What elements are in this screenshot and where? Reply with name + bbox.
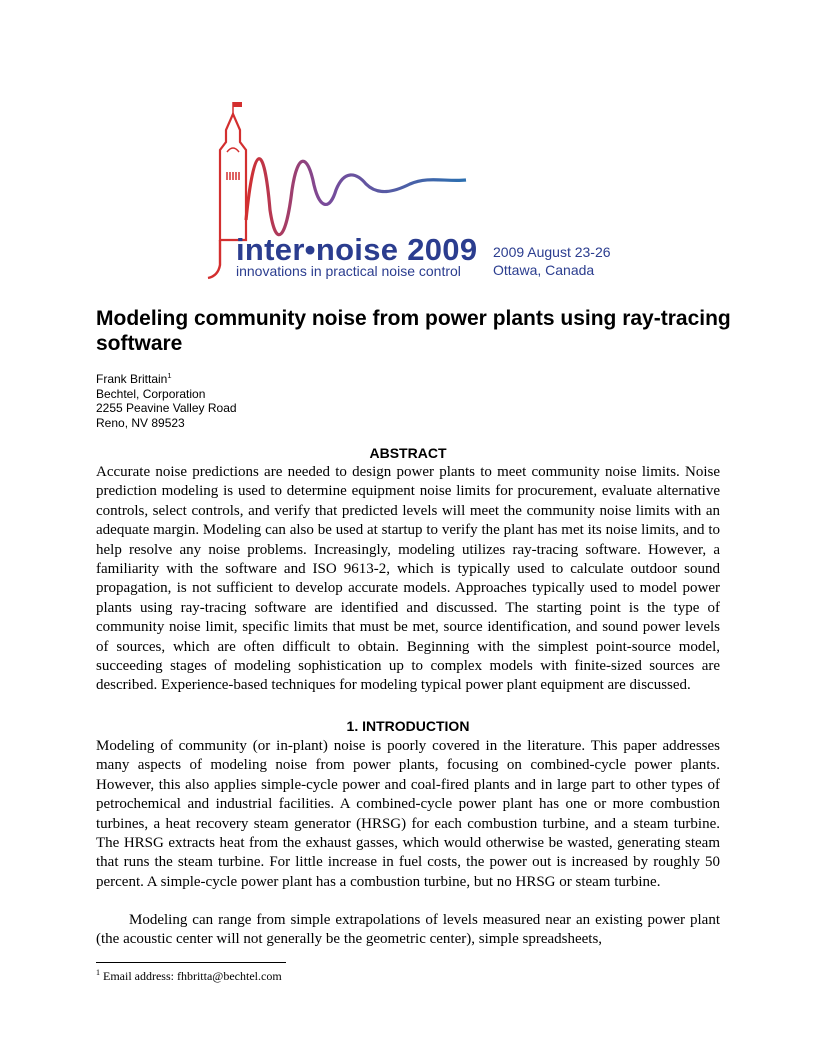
footnote-mark: 1 (96, 968, 100, 977)
logo-wordmark: inter•noise 2009 (236, 232, 478, 267)
footnote-divider (96, 962, 286, 963)
introduction-heading: 1. INTRODUCTION (346, 718, 470, 734)
footnote-text: Email address: fhbritta@bechtel.com (103, 969, 282, 983)
author-block (96, 369, 237, 430)
author-address-line1: 2255 Peavine Valley Road (96, 401, 237, 415)
tower-flag (233, 102, 242, 107)
introduction-paragraph-1: Modeling of community (or in-plant) noise is poorly covered in the literature. This paper addresses many aspects of modeling noise from power plants, focusing on combined-cycle power plants. However, this also applies simple-cycle power and coal-fired plants and in large part to other types of petrochemical and industrial facilities. A combined-cycle power plant has one or more combustion turbines, a heat recovery steam generator (HRSG) for each combustion turbine, and a steam turbine. The HRSG extracts heat from the exhaust gasses, which would otherwise be wasted, generating steam that runs the steam turbine. For little increase in fuel costs, the power out is increased by roughly 50 percent. A simple-cycle power plant has a combustion turbine, but no HRSG or steam turbine. (96, 738, 720, 890)
author-address-line2: Reno, NV 89523 (96, 415, 185, 430)
abstract-text: Accurate noise predictions are needed to design power plants to meet community noise limits. Noise prediction modeling is used to determine equipment noise limits for procurement, evaluate alternative controls, select controls, and verify that predicted levels will meet the community noise limits with an adequate margin. Modeling can also be used at startup to verify the plant has met its noise limits, and to help resolve any noise problems. Increasingly, modeling utilizes ray-tracing software. However, a familiarity with the software and ISO 9613-2, which is typically used to calculate outdoor sound propagation, is not sufficient to develop accurate models. Approaches typically used to model power plants using ray-tracing software are identified and discussed. The starting point is the type of community noise limit, specific limits that must be met, source identification, and sound power levels of sources, which are often difficult to obtain. Beginning with the simplest point-source model, succeeding stages of modeling sophistication up to complex models with finite-sized sources are described. Experience-based techniques for modeling typical power plant equipment are discussed. (96, 464, 720, 694)
conference-logo (196, 100, 626, 285)
author-affiliation: Bechtel, Corporation (96, 386, 206, 401)
abstract-heading: ABSTRACT (369, 445, 447, 461)
tower-base-hook (208, 240, 220, 278)
footnote (96, 968, 282, 984)
introduction-paragraph-2: Modeling can range from simple extrapolations of levels measured near an existing power plant (the acoustic center will not generally be the geometric center), simple spreadsheets, (96, 912, 720, 948)
sound-wave (246, 159, 466, 235)
author-name: Frank Brittain (96, 372, 168, 386)
conference-date: 2009 August 23-26 (493, 244, 611, 260)
logo-tagline: innovations in practical noise control (236, 263, 461, 279)
paper-title: Modeling community noise from power plants using ray-tracing software (96, 307, 731, 355)
author-line (96, 369, 237, 387)
conference-location: Ottawa, Canada (493, 262, 595, 278)
author-footnote-mark: 1 (167, 371, 172, 380)
